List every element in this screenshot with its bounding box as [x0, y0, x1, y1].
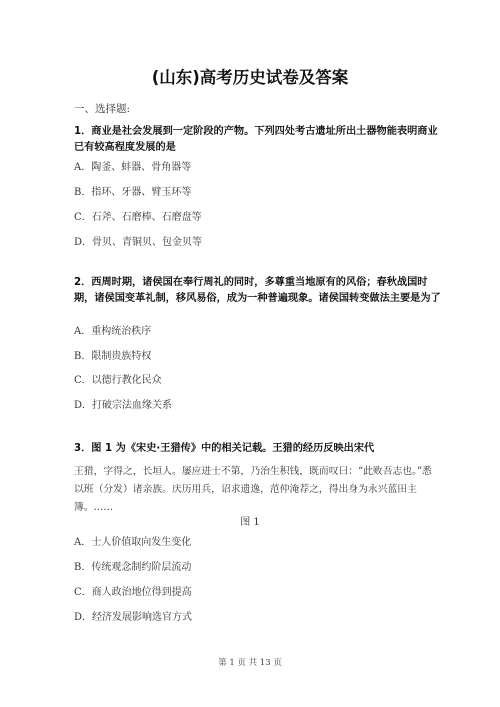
question-2-option-c: C．以德行教化民众 [74, 375, 162, 386]
question-2-stem: 2．西周时期，诸侯国在奉行周礼的同时，多尊重当地原有的风俗；春秋战国时期，诸侯国变革礼制，移风易俗，成为一种普遍现象。诸侯国转变做法主要是为了 [74, 277, 441, 304]
question-1-option-d: D．骨贝、青铜贝、包金贝等 [74, 237, 203, 248]
document-title: (山东)高考历史试卷及答案 [151, 68, 349, 87]
question-2-option-d: D．打破宗法血缘关系 [74, 400, 173, 411]
question-1-option-c: C．石斧、石磨棒、石磨盘等 [74, 212, 202, 223]
question-3-option-b: B．传统观念制约阶层流动 [74, 562, 192, 573]
figure-caption: 图 1 [240, 517, 260, 528]
question-2-option-a: A．重构统治秩序 [74, 326, 152, 337]
question-2-option-b: B．限制贵族特权 [74, 351, 152, 362]
question-3-stem: 3．图 1 为《宋史·王猎传》中的相关记载。王猎的经历反映出宋代 [74, 443, 375, 454]
section-heading: 一、选择题: [74, 103, 131, 115]
page-footer: 第 1 页 共 13 页 [218, 658, 282, 668]
question-1-option-a: A．陶釜、蚌器、骨角器等 [74, 162, 192, 173]
question-3-option-c: C．商人政治地位得到提高 [74, 587, 192, 598]
question-1-stem: 1．商业是社会发展到一定阶段的产物。下列四处考古遗址所出土器物能表明商业已有较高程度发展的是 [74, 126, 438, 153]
question-3-option-d: D．经济发展影响选官方式 [74, 612, 193, 623]
question-3-passage: 王猎，字得之，长垣人。屡应进士不第，乃治生积钱，既而叹曰：“此败吾志也。”悉以班（分发）诸亲族。庆历用兵，诏求遗逸，范仲淹荐之，得出身为永兴蓝田主簿。…… [74, 466, 432, 513]
question-1-option-b: B．指环、牙器、臂玉环等 [74, 187, 192, 198]
question-3-option-a: A．士人价值取向发生变化 [74, 537, 192, 548]
